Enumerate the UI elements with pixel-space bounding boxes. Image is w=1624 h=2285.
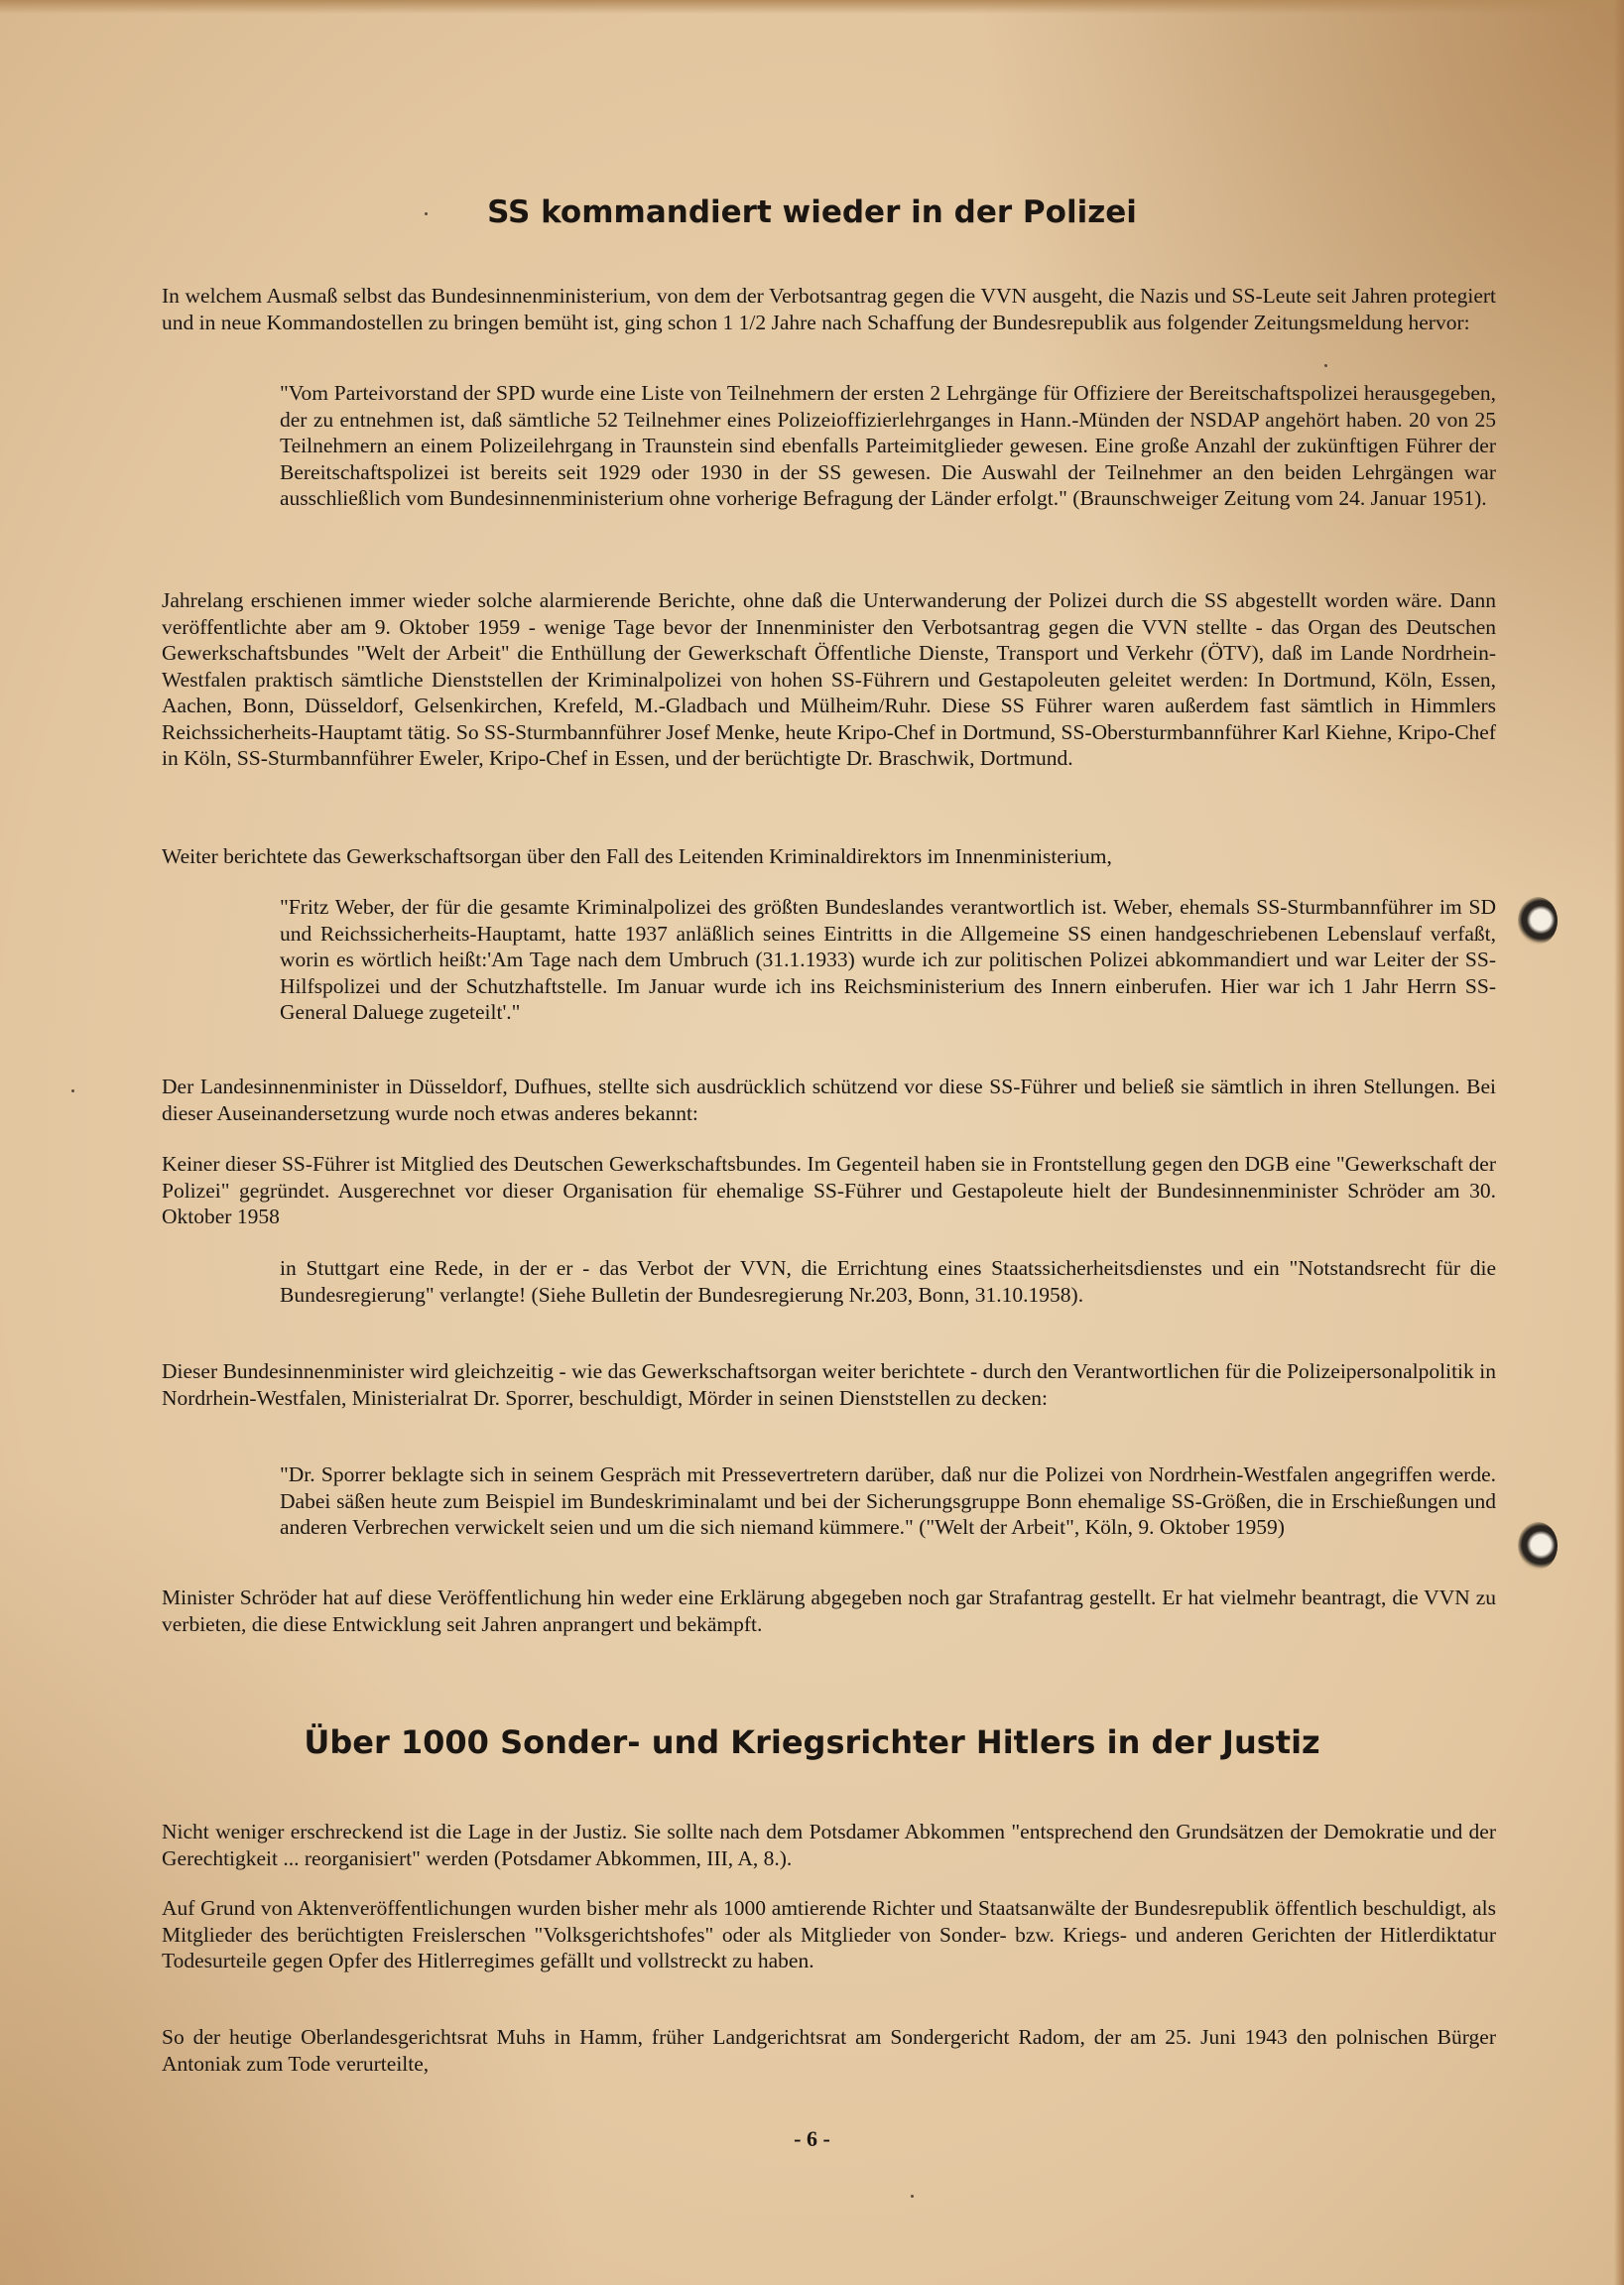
block-quote: "Dr. Sporrer beklagte sich in seinem Gespräch mit Pressevertretern darüber, daß nur die Polizei von Nordrhein-Westfalen angegriffen werde. Dabei säßen heute zum Beispiel im Bundeskriminalamt und bei der Sicherungsgruppe Bonn ehemalige SS-Größen, die in Erschießungen und anderen Verbrechen verwickelt seien und um die sich niemand kümmere." ("Welt der Arbeit", Köln, 9. Oktober 1959) xyxy=(280,1462,1496,1539)
paragraph: Keiner dieser SS-Führer ist Mitglied des Deutschen Gewerkschaftsbundes. Im Gegenteil haben sie in Frontstellung gegen den DGB eine "Gewerkschaft der Polizei" gegründet. Ausgerechnet vor dieser Organisation für ehemalige SS-Führer und Gestapoleute hielt der Bundesinnenminister Schröder am 30. Oktober 1958 xyxy=(162,1152,1496,1228)
block-quote: "Fritz Weber, der für die gesamte Kriminalpolizei des größten Bundeslandes verantwortlich ist. Weber, ehemals SS-Sturmbannführer im SD und Reichssicherheits-Hauptamt, hatte 1937 anläßlich seines Eintritts in die Allgemeine SS einen handgeschriebenen Lebenslauf verfaßt, worin es wörtlich heißt:'Am Tage nach dem Umbruch (31.1.1933) wurde ich zur politischen Polizei abkommandiert und war Leiter der SS-Hilfspolizei und der Schutzhaftstelle. Im Januar wurde ich ins Reichsministerium des Innern einberufen. Hier war ich 1 Jahr Herrn SS-General Daluege zugeteilt'." xyxy=(280,895,1496,1024)
page-number: - 6 - xyxy=(794,2126,830,2151)
paragraph: Nicht weniger erschreckend ist die Lage in der Justiz. Sie sollte nach dem Potsdamer Abkommen "entsprechend den Grundsätzen der Demokratie und der Gerechtigkeit ... reorganisiert" werden (Potsdamer Abkommen, III, A, 8.). xyxy=(162,1820,1496,1870)
paragraph: Minister Schröder hat auf diese Veröffentlichung hin weder eine Erklärung abgegeben noch gar Strafantrag gestellt. Er hat vielmehr beantragt, die VVN zu verbieten, die diese Entwicklung seit Jahren anprangert und bekämpft. xyxy=(162,1586,1496,1636)
page-edge-shadow xyxy=(1614,0,1624,2285)
paragraph: Dieser Bundesinnenminister wird gleichzeitig - wie das Gewerkschaftsorgan weiter berichtete - durch den Verantwortlichen für die Polizeipersonalpolitik in Nordrhein-Westfalen, Ministerialrat Dr. Sporrer, beschuldigt, Mörder in seinen Dienststellen zu decken: xyxy=(162,1359,1496,1410)
paper-speck xyxy=(911,2195,914,2198)
paragraph: Auf Grund von Aktenveröffentlichungen wurden bisher mehr als 1000 amtierende Richter und Staatsanwälte der Bundesrepublik öffentlich beschuldigt, als Mitglieder des berüchtigten Freislerschen "Volksgerichtshofes" oder als Mitglieder von Sonder- bzw. Kriegs- und anderen Gerichten der Hitlerdiktatur Todesurteile gegen Opfer des Hitlerregimes gefällt und vollstreckt zu haben. xyxy=(162,1896,1496,1972)
block-quote: in Stuttgart eine Rede, in der er - das Verbot der VVN, die Errichtung eines Staatssicherheitsdienstes und ein "Notstandsrecht für die Bundesregierung" verlangte! (Siehe Bulletin der Bundesregierung Nr.203, Bonn, 31.10.1958). xyxy=(280,1256,1496,1307)
paragraph: Weiter berichtete das Gewerkschaftsorgan über den Fall des Leitenden Kriminaldirektors im Innenministerium, xyxy=(162,844,1112,868)
paper-speck xyxy=(1324,364,1327,367)
punch-hole xyxy=(1518,1522,1558,1570)
section-heading-justice: Über 1000 Sonder- und Kriegsrichter Hitlers in der Justiz xyxy=(304,1723,1320,1761)
block-quote: "Vom Parteivorstand der SPD wurde eine Liste von Teilnehmern der ersten 2 Lehrgänge für Offiziere der Bereitschaftspolizei herausgegeben, der zu entnehmen ist, daß sämtliche 52 Teilnehmer eines Polizeioffizierlehrganges in Hann.-Münden der NSDAP angehört haben. 20 von 25 Teilnehmern an einem Polizeilehrgang in Traunstein sind ebenfalls Parteimitglieder gewesen. Eine große Anzahl der zukünftigen Führer der Bereitschaftspolizei ist bereits seit 1929 oder 1930 in der SS gewesen. Die Auswahl der Teilnehmer an den beiden Lehrgängen war ausschließlich vom Bundesinnenministerium ohne vorherige Befragung der Länder erfolgt." (Braunschweiger Zeitung vom 24. Januar 1951). xyxy=(280,381,1496,510)
paragraph: So der heutige Oberlandesgerichtsrat Muhs in Hamm, früher Landgerichtsrat am Sondergericht Radom, der am 25. Juni 1943 den polnischen Bürger Antoniak zum Tode verurteilte, xyxy=(162,2025,1496,2076)
section-heading-police: SS kommandiert wieder in der Polizei xyxy=(487,194,1137,230)
punch-hole xyxy=(1518,897,1558,945)
paragraph: Jahrelang erschienen immer wieder solche alarmierende Berichte, ohne daß die Unterwanderung der Polizei durch die SS abgestellt worden wäre. Dann veröffentlichte aber am 9. Oktober 1959 - wenige Tage bevor der Innenminister den Verbotsantrag gegen die VVN stellte - das Organ des Deutschen Gewerkschaftsbundes "Welt der Arbeit" die Enthüllung der Gewerkschaft Öffentliche Dienste, Transport und Verkehr (ÖTV), daß im Lande Nordrhein-Westfalen praktisch sämtliche Dienststellen der Kriminalpolizei von hohen SS-Führern und Gestapoleuten geleitet werden: In Dortmund, Köln, Essen, Aachen, Bonn, Düsseldorf, Gelsenkirchen, Krefeld, M.-Gladbach und Mülheim/Ruhr. Diese SS Führer waren außerdem fast sämtlich in Himmlers Reichssicherheits-Hauptamt tätig. So SS-Sturmbannführer Josef Menke, heute Kripo-Chef in Dortmund, SS-Obersturmbannführer Karl Kiehne, Kripo-Chef in Köln, SS-Sturmbannführer Eweler, Kripo-Chef in Essen, und der berüchtigte Dr. Braschwik, Dortmund. xyxy=(162,588,1496,770)
paper-speck xyxy=(425,212,428,215)
paper-speck xyxy=(71,1089,74,1092)
paragraph: In welchem Ausmaß selbst das Bundesinnenministerium, von dem der Verbotsantrag gegen die VVN ausgeht, die Nazis und SS-Leute seit Jahren protegiert und in neue Kommandostellen zu bringen bemüht ist, ging schon 1 1/2 Jahre nach Schaffung der Bundesrepublik aus folgender Zeitungsmeldung hervor: xyxy=(162,284,1496,334)
paragraph: Der Landesinnenminister in Düsseldorf, Dufhues, stellte sich ausdrücklich schützend vor diese SS-Führer und beließ sie sämtlich in ihren Stellungen. Bei dieser Auseinandersetzung wurde noch etwas anderes bekannt: xyxy=(162,1075,1496,1125)
page-edge-shadow xyxy=(0,0,1624,14)
